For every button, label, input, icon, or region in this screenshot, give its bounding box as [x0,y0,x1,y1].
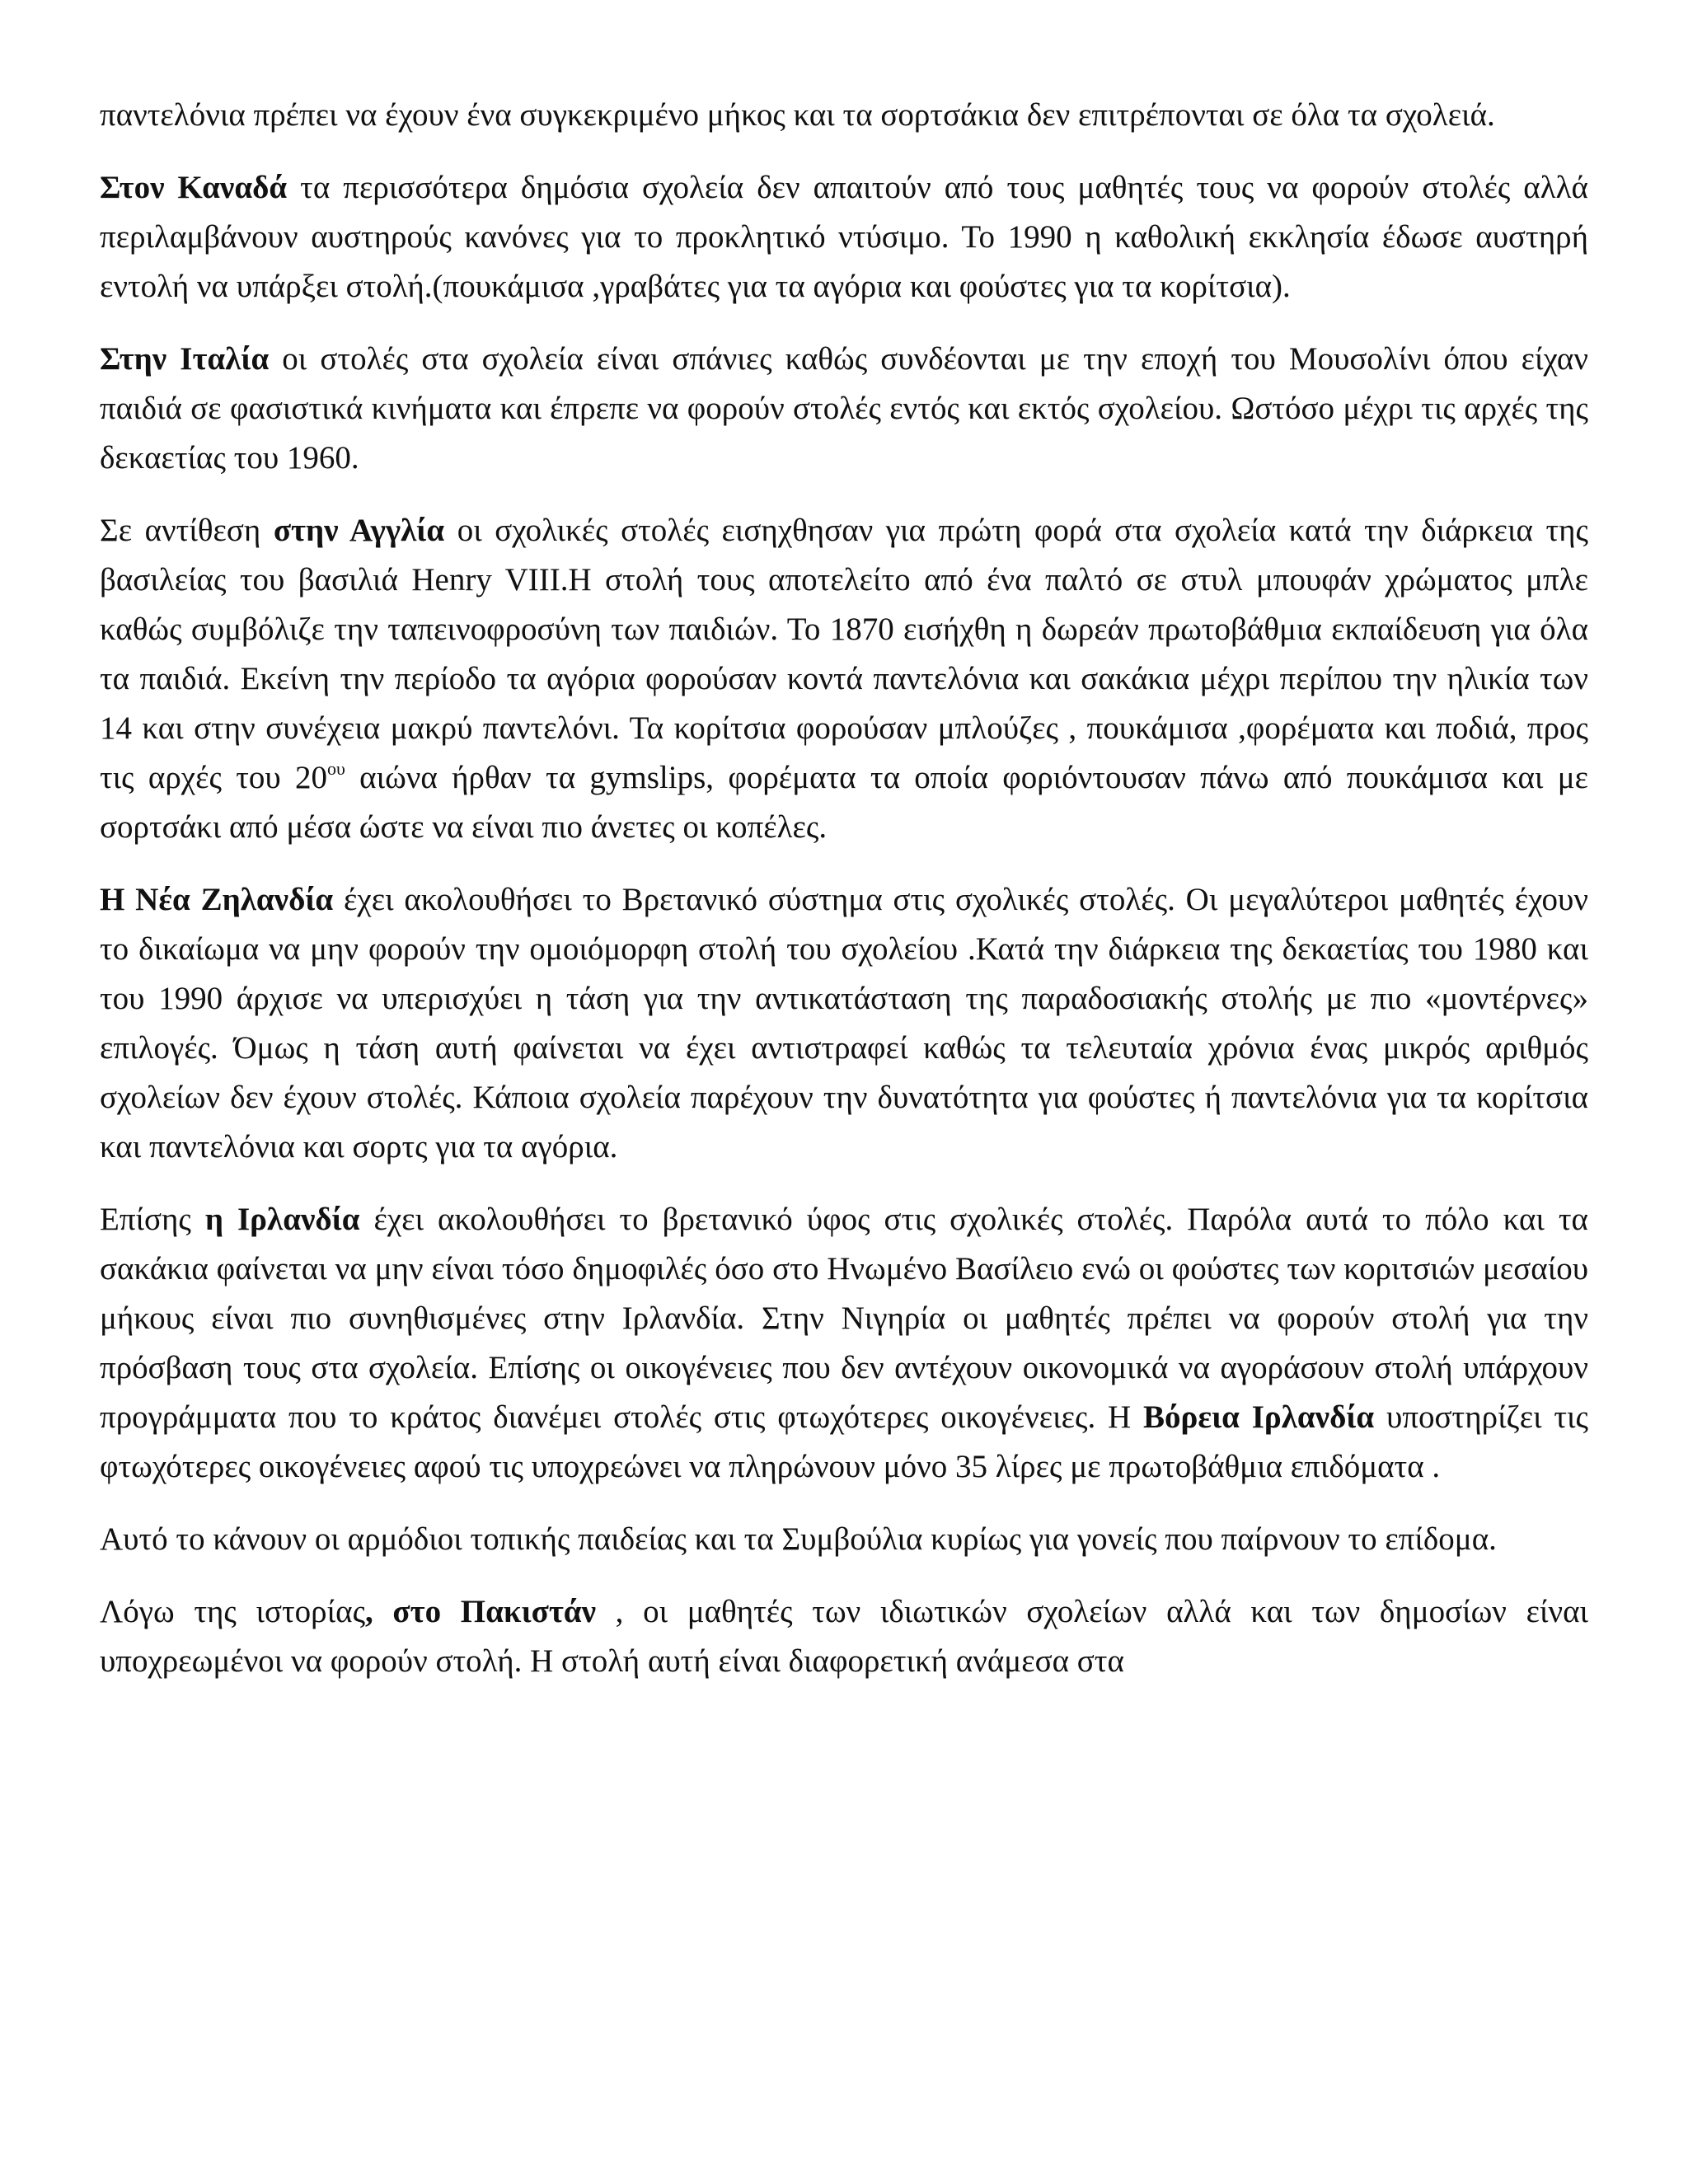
paragraph-text: οι στολές στα σχολεία είναι σπάνιες καθώς συνδέονται με την εποχή του Μουσολίνι όπου είχαν παιδιά σε φασιστικά κινήματα και έπρεπε να φορούν στολές εντός και εκτός σχολείου. Ωστόσο μέχρι τις αρχές της δεκαετίας του 1960. [100,341,1589,476]
ordinal-superscript: ου [326,758,345,779]
paragraph-text: οι σχολικές στολές εισηχθησαν για πρώτη φορά στα σχολεία κατά την διάρκεια της βασιλείας του βασιλιά Henry VIII.Η στολή τους αποτελείτο από ένα παλτό σε στυλ μπουφάν χρώματος μπλε καθώς συμβόλιζε την ταπεινοφροσύνη των παιδιών. Το 1870 εισήχθη η δωρεάν πρωτοβάθμια εκπαίδευση για όλα τα παιδιά. Εκείνη την περίοδο τα αγόρια φορούσαν κοντά παντελόνια και σακάκια μέχρι περίπου την ηλικία των 14 και στην συνέχεια μακρύ παντελόνι. Τα κορίτσια φορούσαν μπλούζες , πουκάμισα ,φορέματα και ποδιά, προς τις αρχές του 20 [100,513,1588,795]
paragraph-canada [100,163,1588,312]
country-heading-england: στην Αγγλία [273,513,445,548]
country-heading-italy: Στην Ιταλία [100,341,270,377]
paragraph-text: τα περισσότερα δημόσια σχολεία δεν απαιτούν από τους μαθητές τους να φορούν στολές αλλά περιλαμβάνουν αυστηρούς κανόνες για το προκλητικό ντύσιμο. Το 1990 η καθολική εκκλησία έδωσε αυστηρή εντολή να υπάρξει στολή.(πουκάμισα ,γραβάτες για τα αγόρια και φούστες για τα κορίτσια). [100,170,1588,304]
paragraph-new-zealand [100,875,1588,1172]
paragraph-england [100,506,1588,852]
paragraph-text: Λόγω της ιστορίας [100,1594,366,1629]
paragraph-trousers-length [100,91,1588,140]
paragraph-text: Σε αντίθεση [100,513,274,548]
country-heading-new-zealand: Η Νέα Ζηλανδία [100,882,334,917]
country-heading-pakistan: , στο Πακιστάν [365,1594,597,1629]
paragraph-text: παντελόνια πρέπει να έχουν ένα συγκεκριμένο μήκος και τα σορτσάκια δεν επιτρέπονται σε όλα τα σχολειά. [100,97,1495,133]
paragraph-text: Επίσης [100,1202,205,1237]
paragraph-ireland [100,1195,1588,1492]
paragraph-pakistan [100,1587,1588,1686]
paragraph-text: αιώνα ήρθαν τα gymslips, φορέματα τα οποία φοριόντουσαν πάνω από πουκάμισα και με σορτσάκι από μέσα ώστε να είναι πιο άνετες οι κοπέλες. [100,760,1588,845]
paragraph-text: έχει ακολουθήσει το Βρετανικό σύστημα στις σχολικές στολές. Οι μεγαλύτεροι μαθητές έχουν το δικαίωμα να μην φορούν την ομοιόμορφη στολή του σχολείου .Κατά την διάρκεια της δεκαετίας του 1980 και του 1990 άρχισε να υπερισχύει η τάση για την αντικατάσταση της παραδοσιακής στολής με πιο «μοντέρνες» επιλογές. Όμως η τάση αυτή φαίνεται να έχει αντιστραφεί καθώς τα τελευταία χρόνια ένας μικρός αριθμός σχολείων δεν έχουν στολές. Κάποια σχολεία παρέχουν την δυνατότητα για φούστες ή παντελόνια για τα κορίτσια και παντελόνια και σορτς για τα αγόρια. [100,882,1588,1165]
paragraph-text: υποστηρίζει τις φτωχότερες οικογένειες αφού τις υποχρεώνει να πληρώνουν μόνο 35 λίρες με πρωτοβάθμια επιδόματα . [100,1399,1588,1484]
country-heading-canada: Στον Καναδά [100,170,288,205]
paragraph-text: Αυτό το κάνουν οι αρμόδιοι τοπικής παιδείας και τα Συμβούλια κυρίως για γονείς που παίρνουν το επίδομα. [100,1521,1497,1557]
paragraph-local-councils [100,1515,1588,1564]
document-page [100,91,1588,1709]
paragraph-italy [100,335,1588,483]
country-heading-northern-ireland: Βόρεια Ιρλανδία [1142,1399,1375,1435]
country-heading-ireland: η Ιρλανδία [204,1202,360,1237]
paragraph-text: έχει ακολουθήσει το βρετανικό ύφος στις σχολικές στολές. Παρόλα αυτά το πόλο και τα σακάκια φαίνεται να μην είναι τόσο δημοφιλές όσο στο Ηνωμένο Βασίλειο ενώ οι φούστες των κοριτσιών μεσαίου μήκους είναι πιο συνηθισμένες στην Ιρλανδία. Στην Νιγηρία οι μαθητές πρέπει να φορούν στολή για την πρόσβαση τους στα σχολεία. Επίσης οι οικογένειες που δεν αντέχουν οικονομικά να αγοράσουν στολή υπάρχουν προγράμματα που το κράτος διανέμει στολές στις φτωχότερες οικογένειες. Η [100,1202,1588,1435]
paragraph-text: , οι μαθητές των ιδιωτικών σχολείων αλλά και των δημοσίων είναι υποχρεωμένοι να φορούν στολή. Η στολή αυτή είναι διαφορετική ανάμεσα στα [100,1594,1589,1679]
